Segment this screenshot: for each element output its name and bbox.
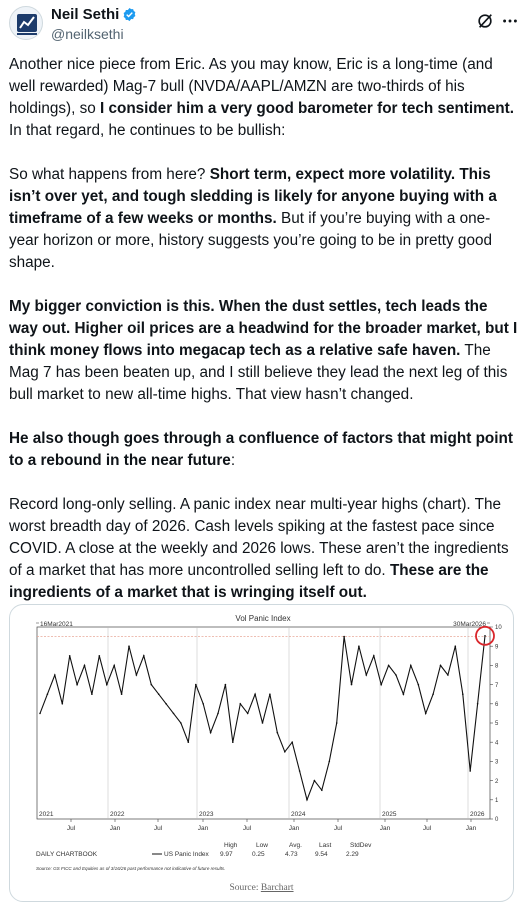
x-tick-label: Jul (333, 825, 343, 832)
panic-index-line (40, 636, 485, 800)
data-point (477, 703, 479, 705)
data-point (210, 732, 212, 734)
post-text (9, 54, 519, 626)
chart-end-label: 30Mar2026 (453, 621, 486, 628)
data-point (440, 665, 442, 667)
p2-bold: Short term, expect more volatility. This isn’t over yet, and tough sledding is likely for anyone buying with a timeframe of a few weeks or months. (9, 166, 497, 227)
data-point (373, 655, 375, 657)
x-tick-label: Jul (66, 825, 76, 832)
source-prefix: Source: (229, 883, 261, 893)
stats-header: Avg. (289, 842, 302, 849)
x-tick-label: Jan (465, 825, 477, 832)
data-point (262, 722, 264, 724)
plot-frame (37, 627, 490, 819)
data-point (195, 684, 197, 686)
data-point (136, 674, 138, 676)
logo-avatar[interactable] (9, 6, 43, 40)
data-point (254, 693, 256, 695)
y-tick-label: 1 (495, 798, 499, 804)
data-point (484, 635, 486, 637)
year-label: 2025 (382, 811, 397, 818)
data-point (47, 693, 49, 695)
data-point (84, 665, 86, 667)
x-tick-label: Jan (197, 825, 209, 832)
data-point (410, 665, 412, 667)
p5-bold: These are the ingredients of a market that is wringing itself out. (9, 562, 489, 601)
paragraph-3 (9, 296, 519, 406)
stats-header: Low (256, 842, 268, 849)
data-point (143, 655, 145, 657)
data-point (343, 636, 345, 638)
data-point (269, 693, 271, 695)
stats-value: 0.25 (252, 851, 265, 858)
data-point (388, 665, 390, 667)
data-point (284, 751, 286, 753)
data-point (99, 655, 101, 657)
data-point (173, 713, 175, 715)
x-tick-label: Jan (379, 825, 391, 832)
year-label: 2021 (39, 811, 54, 818)
post-header (9, 4, 513, 46)
data-point (54, 674, 56, 676)
source-link[interactable]: Barchart (260, 883, 294, 893)
data-point (291, 741, 293, 743)
data-point (277, 732, 279, 734)
y-tick-label: 7 (495, 682, 499, 689)
panic-index-chart (10, 605, 514, 883)
y-tick-label: 3 (495, 759, 499, 766)
data-point (351, 684, 353, 686)
author-name[interactable]: Neil Sethi (51, 6, 120, 23)
paragraph-4 (9, 428, 519, 472)
year-label: 2024 (291, 811, 306, 818)
stats-value: 2.29 (346, 851, 359, 858)
data-point (151, 684, 153, 686)
chart-start-label: 16Mar2021 (40, 621, 73, 628)
p1-text: Another nice piece from Eric. As you may know, Eric is a long-time (and well rewarded) Mag-7 bull (NVDA/AAPL/AMZN are two-thirds of his holdings), so (9, 56, 493, 117)
paragraph-2 (9, 164, 519, 274)
x-tick-label: Jan (288, 825, 300, 832)
data-point (39, 713, 41, 715)
image-source (10, 883, 513, 893)
data-point (425, 713, 427, 715)
data-point (240, 703, 242, 705)
chartbook-label: DAILY CHARTBOOK (36, 851, 98, 858)
p2-text: So what happens from here? (9, 166, 210, 183)
y-tick-label: 10 (495, 625, 502, 632)
more-icon[interactable] (501, 12, 519, 30)
chart-image[interactable] (9, 604, 514, 902)
y-tick-label: 2 (495, 778, 499, 785)
data-point (188, 741, 190, 743)
data-point (299, 770, 301, 772)
data-point (69, 655, 71, 657)
data-point (91, 693, 93, 695)
data-point (469, 770, 471, 772)
year-label: 2026 (470, 811, 485, 818)
x-tick-label: Jul (153, 825, 163, 832)
data-point (232, 741, 234, 743)
data-point (455, 645, 457, 647)
y-tick-label: 0 (495, 817, 499, 824)
data-point (106, 684, 108, 686)
data-point (202, 703, 204, 705)
data-point (403, 693, 405, 695)
legend-series-name: US Panic Index (164, 851, 209, 858)
x-tick-label: Jan (109, 825, 121, 832)
data-point (321, 789, 323, 791)
x-tick-label: Jul (422, 825, 432, 832)
data-point (314, 780, 316, 782)
stats-value: 4.73 (285, 851, 298, 858)
stats-header: Last (319, 842, 332, 849)
data-point (336, 722, 338, 724)
data-point (217, 713, 219, 715)
paragraph-5 (9, 494, 519, 604)
x-tick-label: Jul (242, 825, 252, 832)
y-tick-label: 8 (495, 663, 499, 670)
year-label: 2023 (199, 811, 214, 818)
data-point (358, 645, 360, 647)
data-point (128, 645, 130, 647)
p4-text-end: : (230, 452, 236, 469)
data-point (462, 693, 464, 695)
p1-bold: I consider him a very good barometer for tech sentiment. (99, 100, 514, 117)
data-point (113, 665, 115, 667)
y-tick-label: 5 (495, 721, 499, 728)
data-point (418, 684, 420, 686)
p5-text: Record long-only selling. A panic index near multi-year highs (chart). The worst breadth day of 2026. Cash levels spiking at the fastest pace since COVID. A close at the weekly and 2026 lows. These aren’t the ingredients of a market that has more uncontrolled selling left to do. (9, 496, 509, 579)
y-tick-label: 4 (495, 740, 499, 747)
author-name-row[interactable] (51, 6, 137, 23)
grok-icon[interactable] (476, 12, 494, 30)
stats-value: 9.54 (315, 851, 328, 858)
data-point (306, 799, 308, 801)
paragraph-1 (9, 54, 519, 142)
p2-text-end: But if you’re buying with a one-year horizon or more, history suggests you’re going to be in pretty good shape. (9, 210, 492, 271)
data-point (366, 674, 368, 676)
y-tick-label: 6 (495, 702, 499, 708)
chart-title: Vol Panic Index (235, 614, 291, 623)
data-point (329, 761, 331, 763)
data-point (225, 684, 227, 686)
verified-badge-icon (122, 7, 137, 22)
chart-footnote: Source: GS FICC and Equities as of 3/16/26 past performance not indicative of future results. (36, 866, 226, 871)
stats-header: StdDev (350, 842, 372, 849)
author-handle[interactable]: @neilksethi (51, 26, 124, 42)
year-label: 2022 (110, 811, 125, 818)
stats-header: High (224, 842, 238, 849)
p1-text-end: In that regard, he continues to be bullish: (9, 122, 286, 139)
p3-bold: My bigger conviction is this. When the dust settles, tech leads the way out. Higher oil prices are a headwind for the broader market, but I think money flows into megacap tech as a relative safe haven. (9, 298, 518, 359)
data-point (447, 674, 449, 676)
data-point (121, 693, 123, 695)
data-point (76, 684, 78, 686)
y-tick-label: 9 (495, 644, 499, 651)
data-point (432, 693, 434, 695)
data-point (158, 693, 160, 695)
data-point (380, 684, 382, 686)
p4-bold: He also though goes through a confluence of factors that might point to a rebound in the near future (9, 430, 513, 469)
data-point (180, 722, 182, 724)
logo-icon (10, 7, 43, 40)
data-point (165, 703, 167, 705)
data-point (247, 713, 249, 715)
stats-value: 9.97 (220, 851, 233, 858)
p3-text-end: The Mag 7 has been beaten up, and I still believe they lead the next leg of this bull market to new all-time highs. That view hasn’t changed. (9, 342, 508, 403)
data-point (395, 674, 397, 676)
data-point (62, 703, 64, 705)
